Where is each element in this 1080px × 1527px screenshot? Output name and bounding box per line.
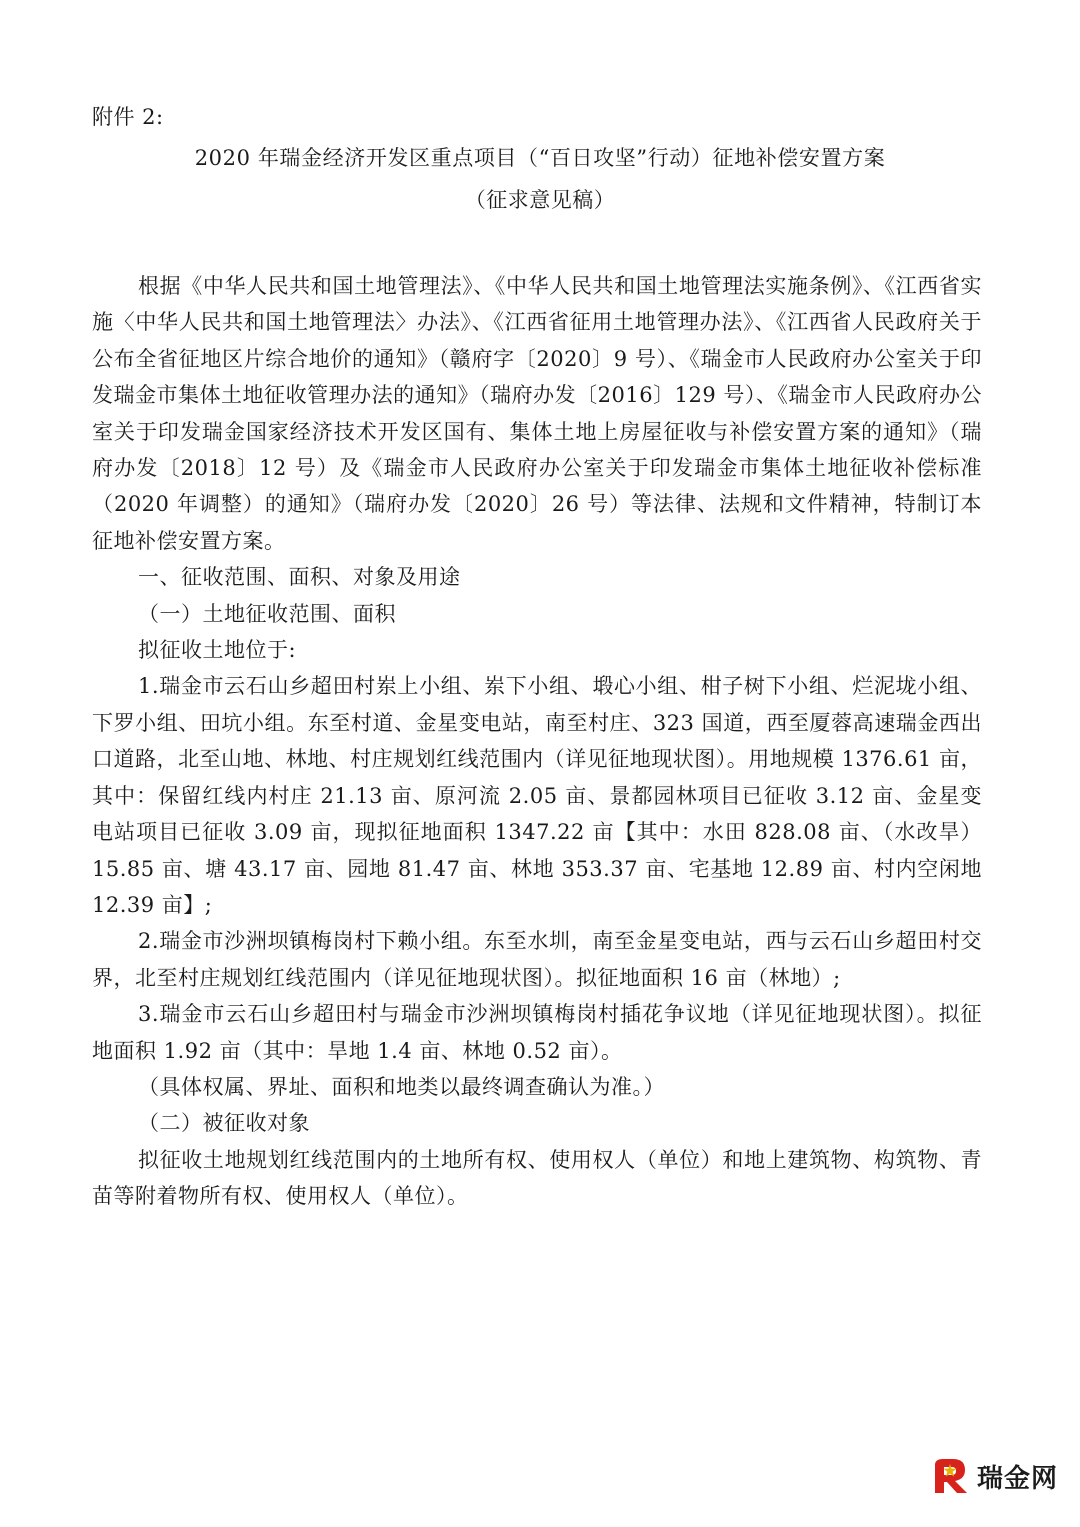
- watermark-text: 瑞金网: [976, 1463, 1058, 1494]
- watermark: [929, 1455, 1058, 1497]
- document-body: [92, 268, 982, 1215]
- paragraph-item-3: 3.瑞金市云石山乡超田村与瑞金市沙洲坝镇梅岗村插花争议地（详见征地现状图）。拟征地面积 1.92 亩（其中：旱地 1.4 亩、林地 0.52 亩）。: [92, 1002, 982, 1063]
- paragraph-objects: 拟征收土地规划红线范围内的土地所有权、使用权人（单位）和地上建筑物、构筑物、青苗等附着物所有权、使用权人（单位）。: [92, 1147, 982, 1209]
- section-heading-1: 一、征收范围、面积、对象及用途: [138, 565, 461, 590]
- ruijin-logo-icon: [929, 1455, 971, 1497]
- document-title: 2020 年瑞金经济开发区重点项目（“百日攻坚”行动）征地补偿安置方案: [194, 146, 886, 170]
- attachment-label: 附件 2:: [92, 105, 164, 129]
- paragraph-legal-basis: 根据《中华人民共和国土地管理法》、《中华人民共和国土地管理法实施条例》、《江西省实施〈中华人民共和国土地管理法〉办法》、《江西省征用土地管理办法》、《江西省人民政府关于公布全省征地区片综合地价的通知》（赣府字〔2020〕9 号）、《瑞金市人民政府办公室关于印发瑞金市集体土地征收管理办法的通知》（瑞府办发〔2016〕129 号）、《瑞金市人民政府办公室关于印发瑞金国家经济技术开发区国有、集体土地上房屋征收与补偿安置方案的通知》（瑞府办发〔2018〕12 号）及《瑞金市人民政府办公室关于印发瑞金市集体土地征收补偿标准（2020 年调整）的通知》（瑞府办发〔2020〕26 号）等法律、法规和文件精神，特制订本征地补偿安置方案。: [92, 274, 982, 553]
- paragraph-note: （具体权属、界址、面积和地类以最终调查确认为准。）: [138, 1074, 665, 1099]
- paragraph-item-1: 1.瑞金市云石山乡超田村岽上小组、岽下小组、塅心小组、柑子树下小组、烂泥垅小组、下罗小组、田坑小组。东至村道、金星变电站，南至村庄、323 国道，西至厦蓉高速瑞金西出口道路，北至山地、林地、村庄规划红线范围内（详见征地现状图）。用地规模 1376.61 亩，其中：保留红线内村庄 21.13 亩、原河流 2.05 亩、景都园林项目已征收 3.12 亩、金星变电站项目已征收 3.09 亩，现拟征地面积 1347.22 亩【其中：水田 828.08 亩、（水改旱）15.85 亩、塘 43.17 亩、园地 81.47 亩、林地 353.37 亩、宅基地 12.89 亩、村内空闲地 12.39 亩】;: [92, 674, 982, 917]
- document-subtitle: （征求意见稿）: [464, 188, 616, 212]
- subsection-heading-1: （一）土地征收范围、面积: [138, 601, 396, 626]
- paragraph-item-2: 2.瑞金市沙洲坝镇梅岗村下赖小组。东至水圳，南至金星变电站，西与云石山乡超田村交界，北至村庄规划红线范围内（详见征地现状图）。拟征地面积 16 亩（林地）;: [92, 929, 982, 990]
- paragraph-location-intro: 拟征收土地位于:: [138, 638, 297, 663]
- subsection-heading-2: （二）被征收对象: [138, 1111, 310, 1136]
